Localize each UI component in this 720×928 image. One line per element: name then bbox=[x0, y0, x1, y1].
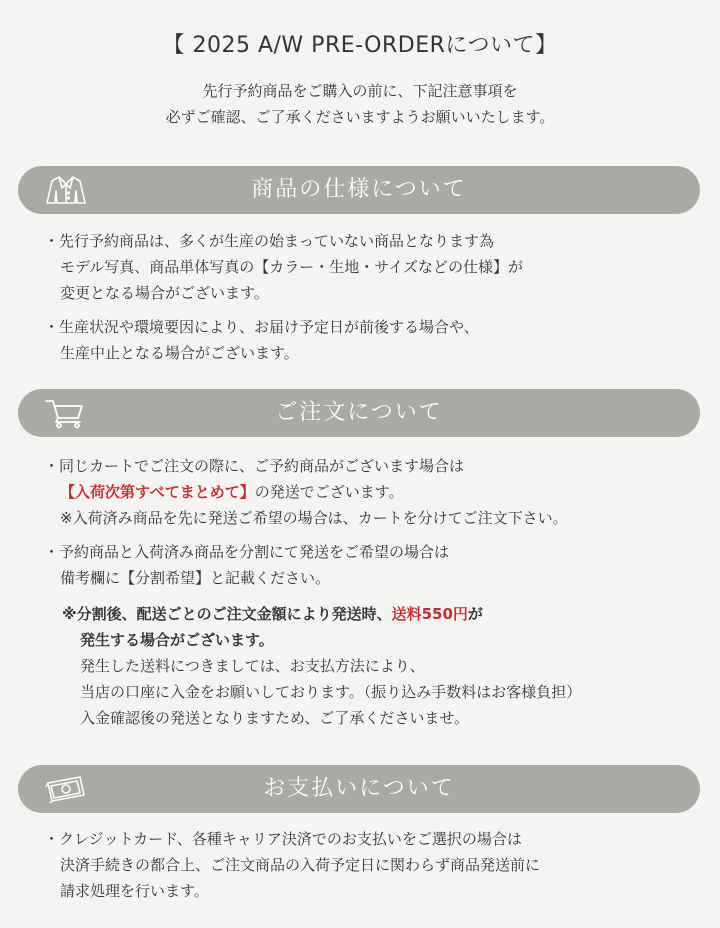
text-line: 生産中止となる場合がございます。 bbox=[60, 344, 299, 362]
section-header-order bbox=[18, 389, 700, 437]
text-line: ・予約商品と入荷済み商品を分割にて発送をご希望の場合は bbox=[44, 543, 450, 561]
text-line: 決済手続きの都合上、ご注文商品の入荷予定日に関わらず商品発送前に bbox=[60, 856, 541, 874]
section-heading: 商品の仕様について bbox=[251, 177, 467, 202]
page-title: 【 2025 A/W PRE-ORDERについて】 bbox=[162, 33, 558, 58]
text-line: 発生した送料につきましては、お支払方法により、 bbox=[80, 657, 425, 675]
spec-item-2 bbox=[44, 314, 704, 366]
spec-item-1 bbox=[44, 228, 704, 306]
text-line: モデル写真、商品単体写真の【カラー・生地・サイズなどの仕様】が bbox=[60, 258, 524, 276]
intro-line: 必ずご確認、ご了承くださいますようお願いいたします。 bbox=[165, 108, 555, 126]
text-line: 発生する場合がございます。 bbox=[80, 631, 274, 649]
text-line: 入金確認後の発送となりますため、ご了承くださいませ。 bbox=[80, 709, 469, 727]
text-line: 当店の口座に入金をお願いしております。（振り込み手数料はお客様負担） bbox=[80, 683, 582, 701]
text-line: 備考欄に【分割希望】と記載ください。 bbox=[60, 569, 331, 587]
text-line: 変更となる場合がございます。 bbox=[60, 284, 269, 302]
text-line: 請求処理を行います。 bbox=[60, 882, 209, 900]
red-highlight: 【入荷次第すべてまとめて】 bbox=[60, 483, 255, 501]
intro-text bbox=[0, 78, 720, 130]
section-header-spec bbox=[18, 166, 700, 214]
section-heading: ご注文について bbox=[275, 400, 443, 425]
order-item-1 bbox=[44, 453, 704, 531]
text-line bbox=[62, 601, 720, 627]
payment-item-1 bbox=[44, 826, 704, 904]
text-fragment: の発送でございます。 bbox=[254, 483, 404, 501]
text-line: ※入荷済み商品を先に発送ご希望の場合は、カートを分けてご注文下さい。 bbox=[60, 509, 568, 527]
text-line: ・生産状況や環境要因により、お届け予定日が前後する場合や、 bbox=[44, 318, 479, 336]
section-heading: お支払いについて bbox=[263, 776, 455, 801]
intro-line: 先行予約商品をご購入の前に、下記注意事項を bbox=[202, 82, 518, 100]
shipping-note bbox=[62, 601, 720, 731]
bold-text: ※分割後、配送ごとのご注文金額により発送時、 bbox=[62, 605, 392, 623]
text-line bbox=[44, 479, 704, 505]
text-line: ・先行予約商品は、多くが生産の始まっていない商品となります為 bbox=[44, 232, 495, 250]
text-line: ・同じカートでご注文の際に、ご予約商品がございます場合は bbox=[44, 457, 465, 475]
bold-text: が bbox=[467, 605, 483, 623]
red-highlight: 送料550円 bbox=[391, 605, 468, 623]
section-header-payment bbox=[18, 765, 700, 813]
order-item-2 bbox=[44, 539, 704, 591]
text-line: ・クレジットカード、各種キャリア決済でのお支払いをご選択の場合は bbox=[44, 830, 522, 848]
